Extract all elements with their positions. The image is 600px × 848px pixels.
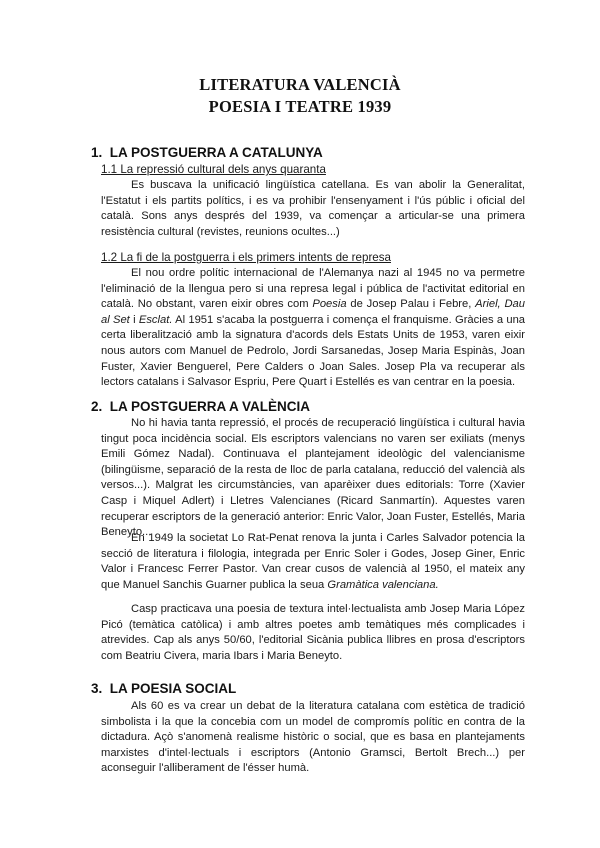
section-1-title: LA POSTGUERRA A CATALUNYA xyxy=(109,145,323,160)
text-run: En 1949 la societat Lo Rat-Penat renova la junta i Carles Salvador potencia la secció de literatura i filologia, integrada per Enric Soler i Godes, Josep Giner, Enric Valor i Francesc Ferrer Pastor. Van crear cusos de valencià al 1950, el mateix any que Manuel Sanchis Guarner publica la seua xyxy=(101,532,525,591)
section-2-paragraph-1: No hi havia tanta repressió, el procés de recuperació lingüística i cultural havia tingut poca incidència social. Els escriptors valencians no varen ser exiliats (menys Emili Gómez Nadal). Continuava el plantejament ideològic del valencianisme (bilingüisme, separació de la resta de lloc de parla catalana, reducció del valencià als versos...). Malgrat les circumstàncies, van aparèixer dues editorials: Torre (Xavier Casp i Miquel Adlert) i Lletres Valencianes (Ricard Sanmartín). Aquestes varen recuperar escriptors de la generació anterior: Enric Valor, Joan Fuster, Estellés, Maria Beneyto... xyxy=(101,417,525,539)
section-3-title: LA POESIA SOCIAL xyxy=(109,681,237,696)
subsection-1-1-title: 1.1 La repressió cultural dels anys quaranta xyxy=(101,163,326,176)
text-run: de Josep Palau i Febre, xyxy=(346,298,476,311)
subsection-1-1-paragraph: Es buscava la unificació lingüística catellana. Es van abolir la Generalitat, l'Estatut i els partits polítics, i es va prohibir l'ensenyament i l'ús públic i oficial del català. Sons anys després del 1939, va començar a articular-se una primera resistència cultural (revistes, reunions ocultes...) xyxy=(101,179,525,238)
title-line-2: POESIA I TEATRE 1939 xyxy=(208,97,392,116)
section-2-title: LA POSTGUERRA A VALÈNCIA xyxy=(109,399,311,414)
section-2-heading xyxy=(91,399,310,415)
section-2-paragraph-3: Casp practicava una poesia de textura intel·lectualista amb Josep Maria López Picó (temàtica catòlica) i amb altres poetes amb temàtiques més complicades i atrevides. Cap als anys 50/60, l'editorial Sicània publica llibres en prosa d'escriptors com Beatriu Civera, maria Ibars i Maria Beneyto. xyxy=(101,603,525,662)
section-1-heading xyxy=(91,145,323,161)
work-title-poesia: Poesia xyxy=(312,298,347,311)
work-title-ariel: Ariel, Dau al Set xyxy=(101,298,525,326)
work-title-esclat: Esclat. xyxy=(138,313,173,326)
section-1-number: 1. xyxy=(91,145,103,160)
subsection-1-2-title: 1.2 La fi de la postguerra i els primers intents de represa xyxy=(101,251,391,264)
document-title xyxy=(0,74,600,118)
work-title-gramatica: Gramàtica valenciana. xyxy=(327,578,439,591)
section-3-heading xyxy=(91,681,236,697)
section-2-paragraph-2 xyxy=(101,531,525,593)
text-run: i xyxy=(129,313,139,326)
subsection-1-2-paragraph xyxy=(101,266,525,391)
section-2-number: 2. xyxy=(91,399,103,414)
text-run: El nou ordre polític internacional de l'Alemanya nazi al 1945 no va permetre l'eliminació de la llengua pero si una represa legal i pública de l'activitat editorial en català. No obstant, varen eixir obres com xyxy=(101,267,525,311)
text-run: Al 1951 s'acaba la postguerra i comença el franquisme. Gràcies a una certa liberalització amb la signatura d'acords dels Estats Units de 1953, varen eixir nous autors com Manuel de Pedrolo, Jordi Sarsanedas, Josep Maria Espinàs, Joan Fuster, Xavier Benguerel, Pere Calders o Joan Sales. Josep Pla va recuperar als lectors catalans i Salvasor Espriu, Pere Quart i Estellés es van centrar en la poesia. xyxy=(101,313,526,389)
section-3-paragraph-1: Als 60 es va crear un debat de la literatura catalana com estètica de tradició simbolista i la que la concebia com un model de compromís polític en contra de la dictadura. Açò s'anomenà realisme històric o social, que es basa en plantejaments marxistes d'intel·lectuals i escriptors (Antonio Gramsci, Bertolt Brech...) per aconseguir l'alliberament de l'ésser humà. xyxy=(101,700,525,775)
title-line-1: LITERATURA VALENCIÀ xyxy=(199,75,401,94)
section-3-number: 3. xyxy=(91,681,103,696)
